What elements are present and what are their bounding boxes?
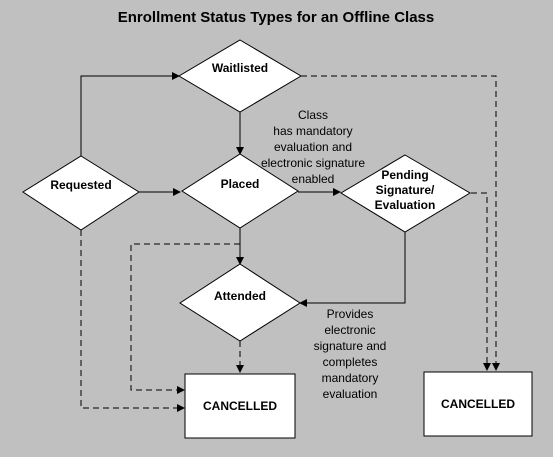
note-provides-line: signature and [313, 339, 387, 353]
node-pending-label-line2: Signature/ [375, 183, 435, 197]
note-class-line: evaluation and [273, 140, 353, 154]
node-pending-label-line1: Pending [381, 168, 429, 182]
node-attended [180, 264, 300, 341]
note-provides-line: electronic [324, 323, 376, 337]
node-requested-label: Requested [50, 178, 112, 192]
node-cancelled-right-label: CANCELLED [441, 397, 515, 411]
note-provides-electronic-signature [314, 307, 387, 401]
note-class-line: has mandatory [273, 124, 353, 138]
edge-pending-to-cancelled-right [471, 193, 487, 370]
note-class-line: enabled [291, 172, 335, 186]
edge-requested-to-waitlisted [81, 76, 179, 156]
note-provides-line: evaluation [322, 387, 378, 401]
edge-pending-to-attended [300, 228, 405, 303]
note-provides-line: mandatory [321, 371, 379, 385]
note-provides-line: completes [322, 355, 378, 369]
node-cancelled-left-label: CANCELLED [203, 399, 277, 413]
note-provides-line: Provides [326, 307, 374, 321]
edge-requested-to-cancelled-left [81, 230, 184, 408]
note-class-line: Class [297, 108, 329, 122]
node-requested [23, 156, 139, 230]
node-pending-label-line3: Evaluation [374, 198, 436, 212]
node-placed-label: Placed [220, 177, 260, 191]
node-waitlisted-label: Waitlisted [211, 61, 269, 75]
node-cancelled-left [185, 374, 295, 438]
note-class-line: electronic signature [260, 156, 366, 170]
node-waitlisted [179, 40, 301, 112]
diagram-title: Enrollment Status Types for an Offline Class [117, 9, 435, 26]
node-attended-label: Attended [214, 289, 266, 303]
note-class-mandatory-evaluation [261, 108, 365, 186]
node-cancelled-right [424, 372, 532, 436]
